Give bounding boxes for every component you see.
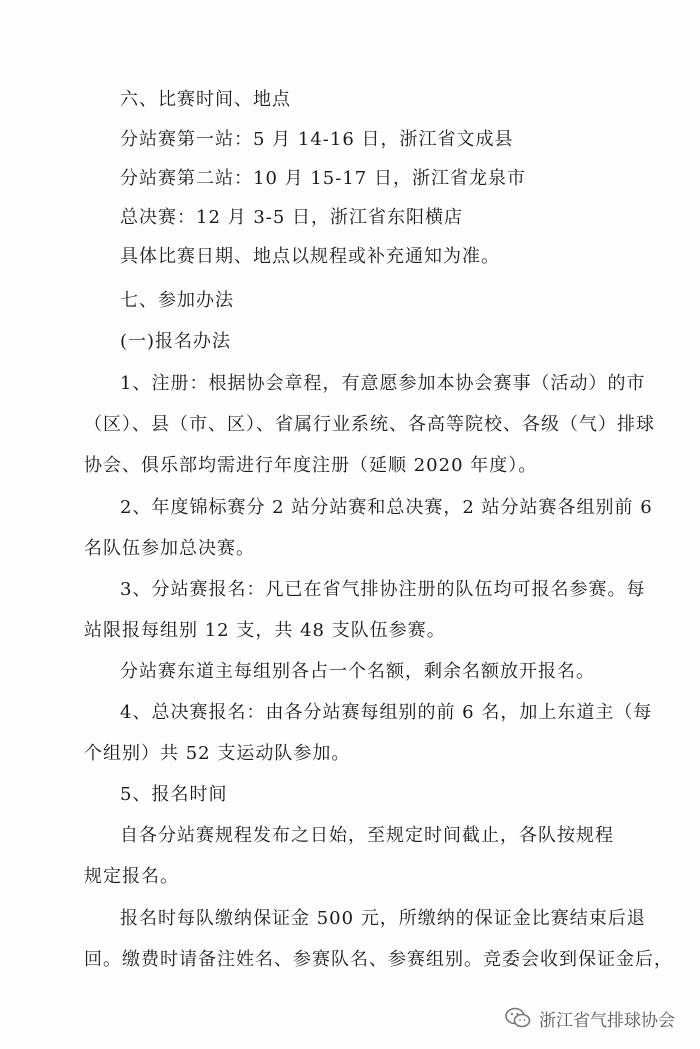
subsection-heading: (一)报名办法 bbox=[120, 331, 232, 352]
text-line: 回。缴费时请备注姓名、参赛队名、参赛组别。竞委会收到保证金后， bbox=[84, 949, 673, 970]
text-line: 5、报名时间 bbox=[120, 784, 228, 805]
text-line: 2、年度锦标赛分 2 站分站赛和总决赛，2 站分站赛各组别前 6 bbox=[120, 497, 653, 518]
section-heading-7: 七、参加办法 bbox=[120, 290, 234, 311]
text-line: 具体比赛日期、地点以规程或补充通知为准。 bbox=[120, 246, 500, 267]
text-line: 规定报名。 bbox=[84, 866, 179, 887]
wechat-watermark bbox=[505, 1003, 675, 1033]
text-line: 自各分站赛规程发布之日始，至规定时间截止，各队按规程 bbox=[120, 825, 614, 846]
text-line: 4、总决赛报名：由各分站赛每组别的前 6 名，加上东道主（每 bbox=[120, 702, 653, 723]
wechat-icon bbox=[505, 1007, 531, 1029]
watermark-text: 浙江省气排球协会 bbox=[539, 1010, 675, 1031]
text-line: 个组别）共 52 支运动队参加。 bbox=[84, 743, 351, 764]
text-line: 名队伍参加总决赛。 bbox=[84, 538, 255, 559]
text-line: （区）、县（市、区）、省属行业系统、各高等院校、各级（气）排球 bbox=[84, 414, 655, 435]
text-line: 分站赛东道主每组别各占一个名额，剩余名额放开报名。 bbox=[120, 661, 595, 682]
text-line: 报名时每队缴纳保证金 500 元，所缴纳的保证金比赛结束后退 bbox=[120, 908, 646, 929]
text-line: 总决赛：12 月 3-5 日，浙江省东阳横店 bbox=[120, 207, 464, 228]
text-line: 3、分站赛报名：凡已在省气排协注册的队伍均可报名参赛。每 bbox=[120, 579, 646, 600]
text-line: 站限报每组别 12 支，共 48 支队伍参赛。 bbox=[84, 620, 446, 641]
section-heading-6: 六、比赛时间、地点 bbox=[120, 89, 291, 110]
text-line: 1、注册：根据协会章程，有意愿参加本协会赛事（活动）的市 bbox=[120, 373, 646, 394]
text-line: 协会、俱乐部均需进行年度注册（延顺 2020 年度）。 bbox=[84, 455, 538, 476]
text-line: 分站赛第二站：10 月 15-17 日，浙江省龙泉市 bbox=[120, 168, 526, 189]
text-line: 分站赛第一站：5 月 14-16 日，浙江省文成县 bbox=[120, 129, 514, 150]
